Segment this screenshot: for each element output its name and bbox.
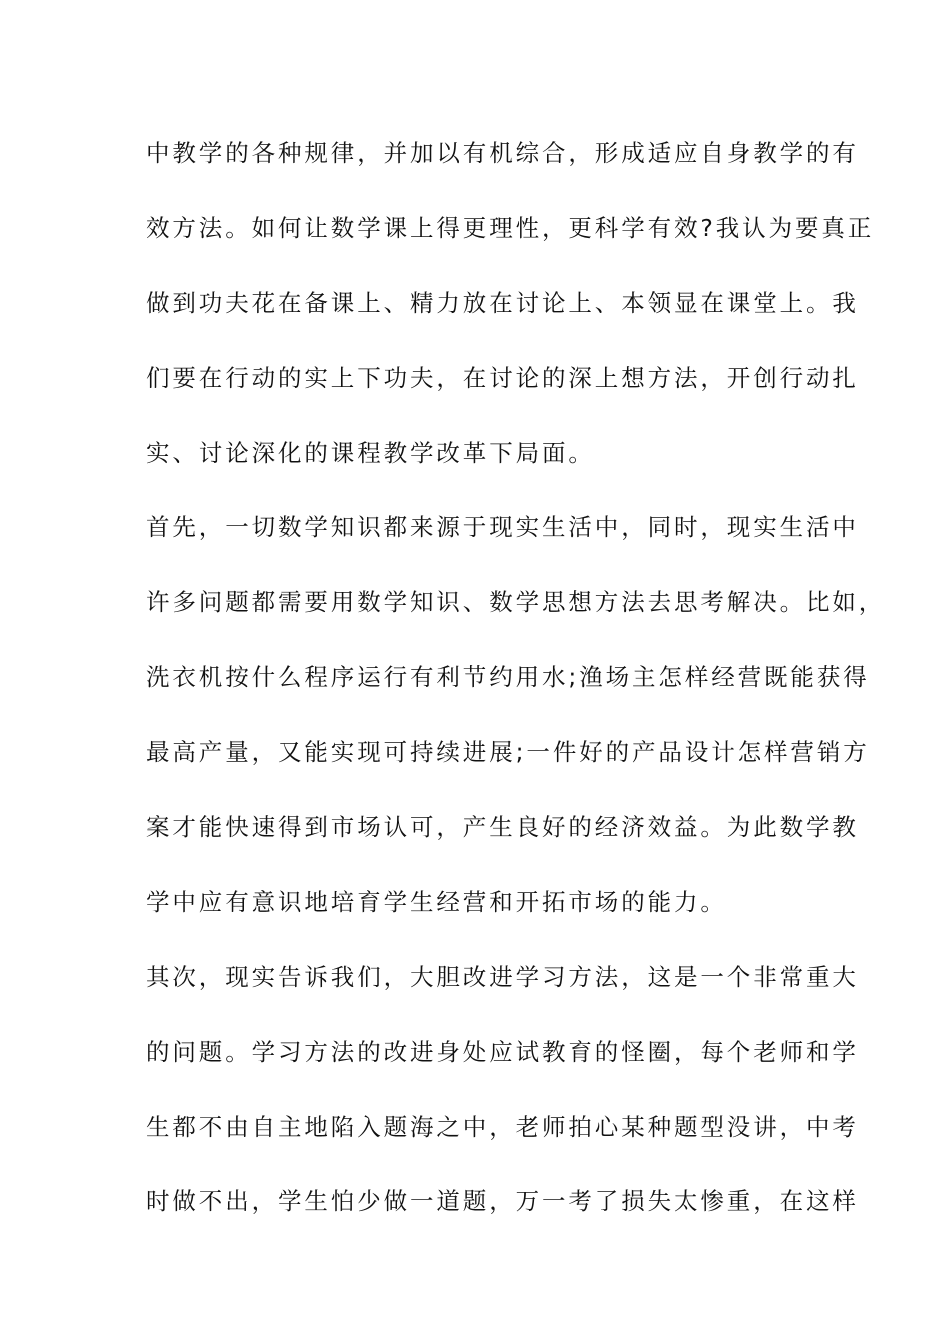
text-line: 许多问题都需要用数学知识、数学思想方法去思考解决。比如，: [146, 588, 886, 617]
text-line: 中教学的各种规律，并加以有机综合，形成适应自身教学的有: [146, 139, 859, 167]
text-line: 首先，一切数学知识都来源于现实生活中，同时，现实生活中: [146, 513, 859, 542]
text-line: 生都不由自主地陷入题海之中，老师拍心某种题型没讲，中考: [146, 1112, 859, 1141]
text-line: 实、讨论深化的课程教学改革下局面。: [146, 438, 595, 467]
text-line: 时做不出，学生怕少做一道题，万一考了损失太惨重，在这样: [146, 1187, 859, 1216]
text-line: 效方法。如何让数学课上得更理性，更科学有效?我认为要真正: [146, 213, 875, 242]
text-line: 们要在行动的实上下功夫，在讨论的深上想方法，开创行动扎: [146, 363, 859, 392]
text-line: 做到功夫花在备课上、精力放在讨论上、本领显在课堂上。我: [146, 288, 859, 317]
document-body: [146, 129, 886, 1252]
text-line: 的问题。学习方法的改进身处应试教育的怪圈，每个老师和学: [146, 1037, 859, 1066]
text-line: 案才能快速得到市场认可，产生良好的经济效益。为此数学教: [146, 813, 859, 842]
text-line: 其次，现实告诉我们，大胆改进学习方法，这是一个非常重大: [146, 962, 859, 991]
text-line: 最高产量，又能实现可持续进展;一件好的产品设计怎样营销方: [146, 738, 870, 767]
text-line: 洗衣机按什么程序运行有利节约用水;渔场主怎样经营既能获得: [146, 663, 870, 692]
text-line: 学中应有意识地培育学生经营和开拓市场的能力。: [146, 887, 727, 916]
